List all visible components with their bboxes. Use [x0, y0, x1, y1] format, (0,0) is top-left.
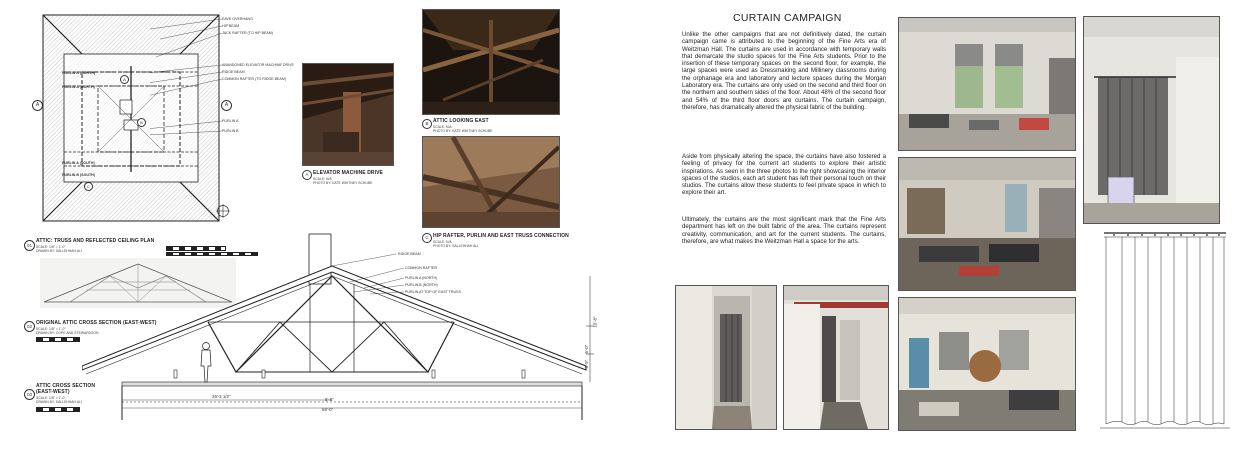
dim-height-total: 10'-8" — [592, 316, 598, 328]
dim-height-lower: 5'-5" — [584, 359, 590, 369]
curtain-elevation-drawing — [1100, 228, 1230, 432]
photo-a-scale: SCALE: N/A — [313, 177, 332, 181]
section-leaders — [330, 252, 410, 296]
plan-scale: SCALE: 1/8" = 1'-0" — [36, 245, 66, 249]
photo-corridor-left — [675, 285, 777, 430]
original-section-credit: DRAWN BY: COPE AND STEWARDSON — [36, 331, 99, 335]
photo-c-letter: C — [422, 233, 432, 243]
curtain-drawing-graphic — [1100, 228, 1230, 432]
drawing-number-01: 01 — [24, 240, 35, 251]
plan-label-purlin-b-north: PURLIN B (NORTH) — [62, 71, 96, 75]
dim-height-upper: 6'-0" — [584, 344, 590, 354]
photo-a-credit: PHOTO BY: KATE WHITNEY SCHUBE — [313, 181, 373, 185]
note-eave-overhang: EAVE OVERHANG — [222, 17, 253, 21]
note-purlin-a: PURLIN A — [222, 119, 239, 123]
photo-a-title: ELEVATOR MACHINE DRIVE — [313, 170, 383, 176]
photo-c-title: HIP RAFTER, PURLIN AND EAST TRUSS CONNECTION — [433, 233, 569, 239]
photo-a-letter: A — [302, 170, 312, 180]
original-scale-bar — [36, 337, 80, 342]
section-note-purlin-b: PURLIN B (NORTH) — [405, 283, 438, 287]
plan-label-purlin-b-south: PURLIN B (SOUTH) — [62, 173, 95, 177]
current-section-title-line2: (EAST-WEST) — [36, 389, 70, 395]
drawing-number-02: 02 — [24, 321, 35, 332]
plan-leaders — [150, 17, 224, 137]
photo-studio-plant — [898, 297, 1076, 431]
photo-callout-a: A — [120, 75, 129, 84]
section-marker-left: A — [32, 100, 43, 111]
dim-center: 5'-5" — [325, 397, 334, 402]
photo-elevator-machine-drive — [302, 63, 394, 166]
plan-title: ATTIC: TRUSS AND REFLECTED CEILING PLAN — [36, 238, 155, 244]
photo-studio-windows — [898, 17, 1076, 151]
photo-hip-rafter-connection — [422, 136, 560, 228]
section-note-purlin-a: PURLIN A (NORTH) — [405, 276, 438, 280]
paragraph-3: Ultimately, the curtains are the most significant mark that the Fine Arts department has left on the built fabric of the area. The curtains represent creativity, communication, and art for the current students. The curtains, therefore, are what makes the Weitzman Hall a space for the arts. — [682, 216, 886, 245]
note-ridge-beam: RIDGE BEAM — [222, 70, 245, 74]
drawing-number-03: 03 — [24, 389, 35, 400]
current-section-credit: DRAWN BY: SALLEHHAH ALI — [36, 400, 82, 404]
dim-total-width: 58'-0" — [322, 407, 334, 412]
photo-b-credit: PHOTO BY: KATE WHITNEY SCHUBE — [433, 129, 493, 133]
plan-label-purlin-a-south: PURLIN A (SOUTH) — [62, 161, 95, 165]
photo-b-letter: B — [422, 119, 432, 129]
note-elevator-drive: ABANDONED ELEVATOR MACHINE DRIVE — [222, 63, 294, 67]
original-section-title: ORIGINAL ATTIC CROSS SECTION (EAST-WEST) — [36, 320, 157, 326]
photo-b-title: ATTIC LOOKING EAST — [433, 118, 489, 124]
paragraph-1: Unlike the other campaigns that are not definitively dated, the curtain campaign came is attributed to the beginning of the Fine Arts era of Weitzman Hall. The curtains are used in accordance with temporary walls that demarcate the studio spaces for the Fine Arts students. Prior to the insertion of these temporary spaces on the second floor, for example, the large spaces were used as Dressmaking and Millinery classrooms during the orphanage era and laboratory and lecture spaces during the Morgan Laboratory era. The curtains are only used on the second and third floor on the northern and southern sides of the floor. About 48% of the second floor and 54% of the third floor doors are curtains. The curtain campaign, therefore, has dramatically altered the physical fabric of the building. — [682, 31, 886, 111]
photo-c-scale: SCALE: N/A — [433, 240, 452, 244]
note-jack-rafter: JACK RAFTER (TO HIP BEAM) — [222, 31, 273, 35]
photo-curtain-corner — [1083, 16, 1220, 224]
photo-corridor-right — [783, 285, 889, 430]
note-common-rafter: COMMON RAFTER (TO RIDGE BEAM) — [222, 77, 287, 81]
page-title: CURTAIN CAMPAIGN — [733, 12, 842, 24]
current-scale-bar — [36, 407, 80, 412]
section-marker-right: A — [221, 100, 232, 111]
original-section-scale: SCALE: 1/8" = 1'-0" — [36, 327, 66, 331]
north-arrow-icon — [216, 204, 230, 218]
note-purlin-b: PURLIN B — [222, 129, 239, 133]
plan-drawn-by: DRAWN BY: SALLEHHAH ALI — [36, 249, 82, 253]
photo-studio-workspace — [898, 157, 1076, 291]
section-note-ridge-beam: RIDGE BEAM — [398, 252, 421, 256]
note-hip-beam: HIP BEAM — [222, 24, 240, 28]
photo-b-scale: SCALE: N/A — [433, 125, 452, 129]
section-note-common-rafter: COMMON RAFTER — [405, 266, 438, 270]
dim-left-span: 26'-3 1/2" — [212, 394, 231, 399]
plan-label-purlin-a-north: PURLIN A (NORTH) — [62, 85, 95, 89]
current-section-scale: SCALE: 1/8" = 1'-0" — [36, 396, 66, 400]
current-section-title-line1: ATTIC CROSS SECTION — [36, 383, 96, 389]
section-note-purlin-top: PURLIN AT TOP OF EAST TRUSS — [405, 290, 461, 294]
photo-c-credit: PHOTO BY: SALLEHHAH ALI — [433, 244, 479, 248]
photo-attic-looking-east — [422, 9, 560, 115]
photo-callout-c: C — [84, 182, 93, 191]
paragraph-2: Aside from physically altering the space, the curtains have also fostered a feeling of privacy for the current art students to explore their artistic inspirations. As seen in the three photos to the right showcasing the interior spaces of the studios, each art student has left their personal touch on their studios. The curtains allow these students to feel private space in which to explore their art. — [682, 153, 886, 197]
photo-callout-b: B — [137, 118, 146, 127]
